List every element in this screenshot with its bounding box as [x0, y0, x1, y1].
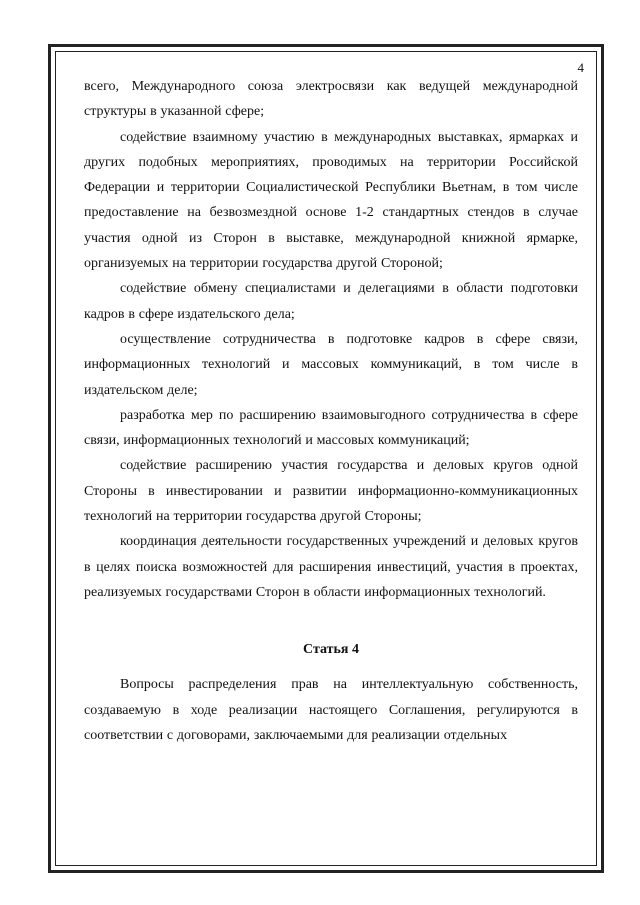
- paragraph-continuation: всего, Международного союза электросвязи как ведущей международной структуры в указанной сфере;: [84, 79, 578, 120]
- document-body: [84, 74, 578, 748]
- page-number: 4: [577, 60, 584, 75]
- paragraph-cooperation-measures: разработка мер по расширению взаимовыгодного сотрудничества в сфере связи, информационных технологий и массовых коммуникаций;: [84, 407, 578, 449]
- paragraph-specialist-exchange: содействие обмену специалистами и делегациями в области подготовки кадров в сфере издательского дела;: [84, 281, 578, 322]
- paragraph-training: осуществление сотрудничества в подготовке кадров в сфере связи, информационных технологий и массовых коммуникаций, в том числе в издательском деле;: [84, 331, 578, 398]
- paragraph-coordination: координация деятельности государственных учреждений и деловых кругов в целях поиска возможностей для расширения инвестиций, участия в проектах, реализуемых государствами Сторон в области информационных технологий.: [84, 534, 578, 600]
- paragraph-intellectual-property: Вопросы распределения прав на интеллектуальную собственность, создаваемую в ходе реализации настоящего Соглашения, регулируются в соответствии с договорами, заключаемыми для реализации отдельных: [84, 677, 578, 743]
- article-heading: Статья 4: [303, 642, 359, 658]
- paragraph-exhibitions: содействие взаимному участию в международных выставках, ярмарках и других подобных мероприятиях, проводимых на территории Российской Федерации и территории Социалистической Республики Вьетнам, в том числе предоставление на безвозмездной основе 1-2 стандартных стендов в случае участия одной из Сторон в выставке, международной книжной ярмарке, организуемых на территории государства другой Стороной;: [84, 129, 578, 272]
- paragraph-investment: содействие расширению участия государства и деловых кругов одной Стороны в инвестировании и развитии информационно-коммуникационных технологий на территории государства другой Стороны;: [84, 458, 578, 525]
